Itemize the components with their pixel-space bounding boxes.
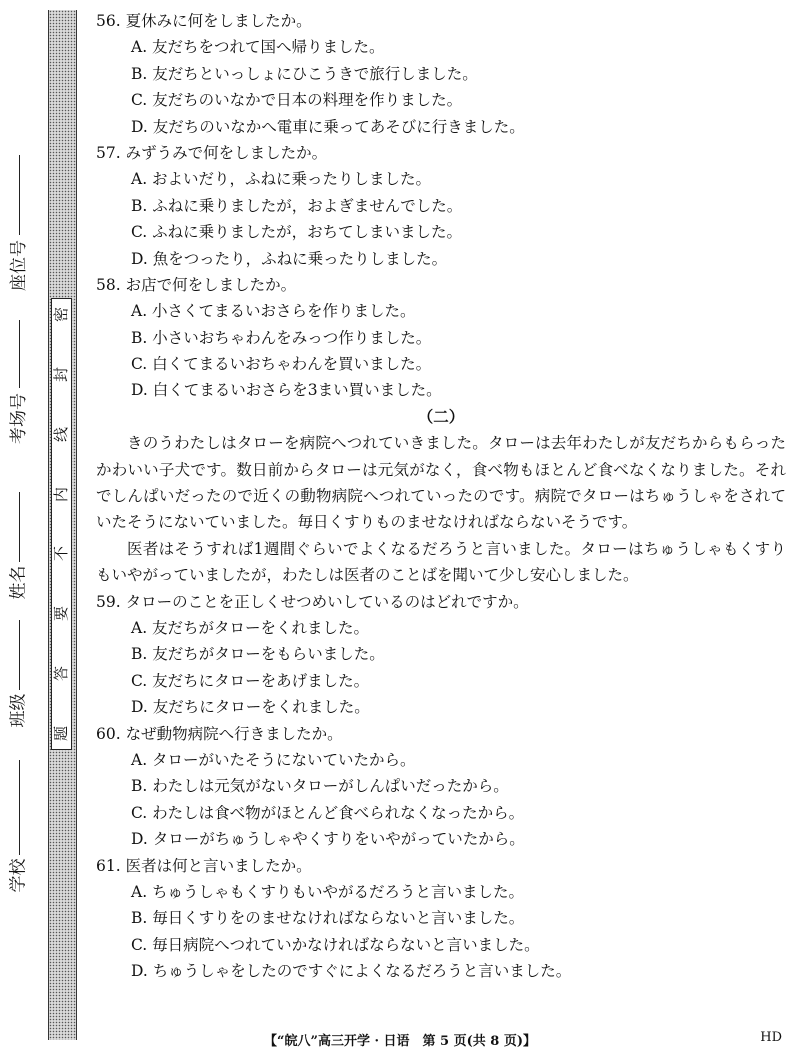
seal-char: 不 bbox=[51, 546, 70, 562]
reading-passage bbox=[96, 430, 786, 588]
option-d: D. ちゅうしゃをしたのですぐによくなるだろうと言いました。 bbox=[131, 962, 572, 981]
question-stem: 59. タローのことを正しくせつめいしているのはどれですか。 bbox=[96, 592, 529, 611]
question-59 bbox=[96, 589, 786, 721]
name-field[interactable] bbox=[6, 492, 32, 603]
option-c: C. 毎日病院へつれていかなければならないと言いました。 bbox=[131, 935, 540, 954]
exam-room-label: 考场号 bbox=[8, 393, 29, 444]
option-c: C. わたしは食べ物がほとんど食べられなくなったから。 bbox=[131, 803, 525, 822]
option-a: A. 友だちがタローをくれました。 bbox=[131, 619, 370, 638]
seal-char: 封 bbox=[51, 366, 70, 382]
seal-char: 要 bbox=[51, 606, 70, 622]
option-a: A. ちゅうしゃもくすりもいやがるだろうと言いました。 bbox=[131, 882, 525, 901]
question-60 bbox=[96, 721, 786, 853]
option-a: A. 小さくてまるいおさらを作りました。 bbox=[131, 302, 416, 321]
question-stem: 57. みずうみで何をしましたか。 bbox=[96, 143, 328, 162]
school-label: 学校 bbox=[8, 858, 29, 893]
option-b: B. 小さいおちゃわんをみっつ作りました。 bbox=[131, 328, 432, 347]
seat-number-blank bbox=[19, 155, 20, 235]
section-title: （二） bbox=[417, 406, 465, 426]
name-blank bbox=[19, 492, 20, 562]
seal-char: 内 bbox=[51, 486, 70, 502]
question-61 bbox=[96, 853, 786, 985]
seat-number-label: 座位号 bbox=[8, 240, 29, 291]
seat-number-field[interactable] bbox=[6, 155, 32, 296]
exam-room-field[interactable] bbox=[6, 320, 32, 449]
option-d: D. タローがちゅうしゃやくすりをいやがっていたから。 bbox=[131, 830, 525, 849]
name-label: 姓名 bbox=[8, 565, 29, 600]
option-a: A. 友だちをつれて国へ帰りました。 bbox=[131, 38, 385, 57]
seal-line-notice bbox=[51, 298, 72, 750]
footer-code: HD bbox=[760, 1030, 782, 1045]
seal-char: 答 bbox=[51, 666, 70, 682]
option-c: C. ふねに乗りましたが，おちてしまいました。 bbox=[131, 223, 463, 242]
exam-content bbox=[96, 8, 786, 985]
seal-char: 题 bbox=[51, 725, 70, 741]
option-c: C. 白くてまるいおちゃわんを買いました。 bbox=[131, 355, 432, 374]
class-blank bbox=[19, 620, 20, 690]
question-stem: 61. 医者は何と言いましたか。 bbox=[96, 856, 312, 875]
question-stem: 60. なぜ動物病院へ行きましたか。 bbox=[96, 724, 343, 743]
seal-char: 线 bbox=[51, 426, 70, 442]
class-label: 班级 bbox=[8, 693, 29, 728]
option-c: C. 友だちにタローをあげました。 bbox=[131, 671, 370, 690]
seal-char: 密 bbox=[51, 306, 70, 323]
option-d: D. 魚をつったり，ふねに乗ったりしました。 bbox=[131, 249, 448, 268]
option-d: D. 友だちのいなかへ電車に乗ってあそびに行きました。 bbox=[131, 117, 525, 136]
question-57 bbox=[96, 140, 786, 272]
passage-paragraph: 医者はそうすれば1週間ぐらいでよくなるだろうと言いました。タローはちゅうしゃもくすりもいやがっていましたが，わたしは医者のことばを聞いて少し安心しました。 bbox=[96, 539, 786, 585]
question-stem: 58. お店で何をしましたか。 bbox=[96, 275, 297, 294]
school-blank bbox=[19, 760, 20, 855]
option-c: C. 友だちのいなかで日本の料理を作りました。 bbox=[131, 91, 463, 110]
school-field[interactable] bbox=[6, 760, 32, 896]
question-56 bbox=[96, 8, 786, 140]
question-stem: 56. 夏休みに何をしましたか。 bbox=[96, 12, 312, 30]
exam-room-blank bbox=[19, 320, 20, 388]
option-b: B. 毎日くすりをのませなければならないと言いました。 bbox=[131, 909, 525, 928]
option-d: D. 友だちにタローをくれました。 bbox=[131, 698, 370, 717]
footer-page-info: 【“皖八”高三开学 · 日语 第 5 页(共 8 页)】 bbox=[263, 1034, 537, 1049]
passage-paragraph: きのうわたしはタローを病院へつれていきました。タローは去年わたしが友だちからもらったかわいい子犬です。数日前からタローは元気がなく，食べ物もほとんど食べなくなりました。それでしんぱいだったので近くの動物病院へつれていったのです。病院でタローはちゅうしゃをされていたそうにないていました。毎日くすりものませなければならないそうです。 bbox=[96, 434, 786, 532]
option-b: B. わたしは元気がないタローがしんぱいだったから。 bbox=[131, 777, 509, 796]
option-a: A. タローがいたそうにないていたから。 bbox=[131, 751, 416, 770]
class-field[interactable] bbox=[6, 620, 32, 731]
page-footer bbox=[0, 1030, 800, 1050]
option-d: D. 白くてまるいおさらを3まい買いました。 bbox=[131, 381, 442, 400]
option-b: B. 友だちといっしょにひこうきで旅行しました。 bbox=[131, 64, 478, 83]
option-b: B. 友だちがタローをもらいました。 bbox=[131, 645, 385, 664]
option-a: A. およいだり，ふねに乗ったりしました。 bbox=[131, 170, 432, 189]
question-58 bbox=[96, 272, 786, 404]
option-b: B. ふねに乗りましたが，およぎませんでした。 bbox=[131, 196, 463, 215]
